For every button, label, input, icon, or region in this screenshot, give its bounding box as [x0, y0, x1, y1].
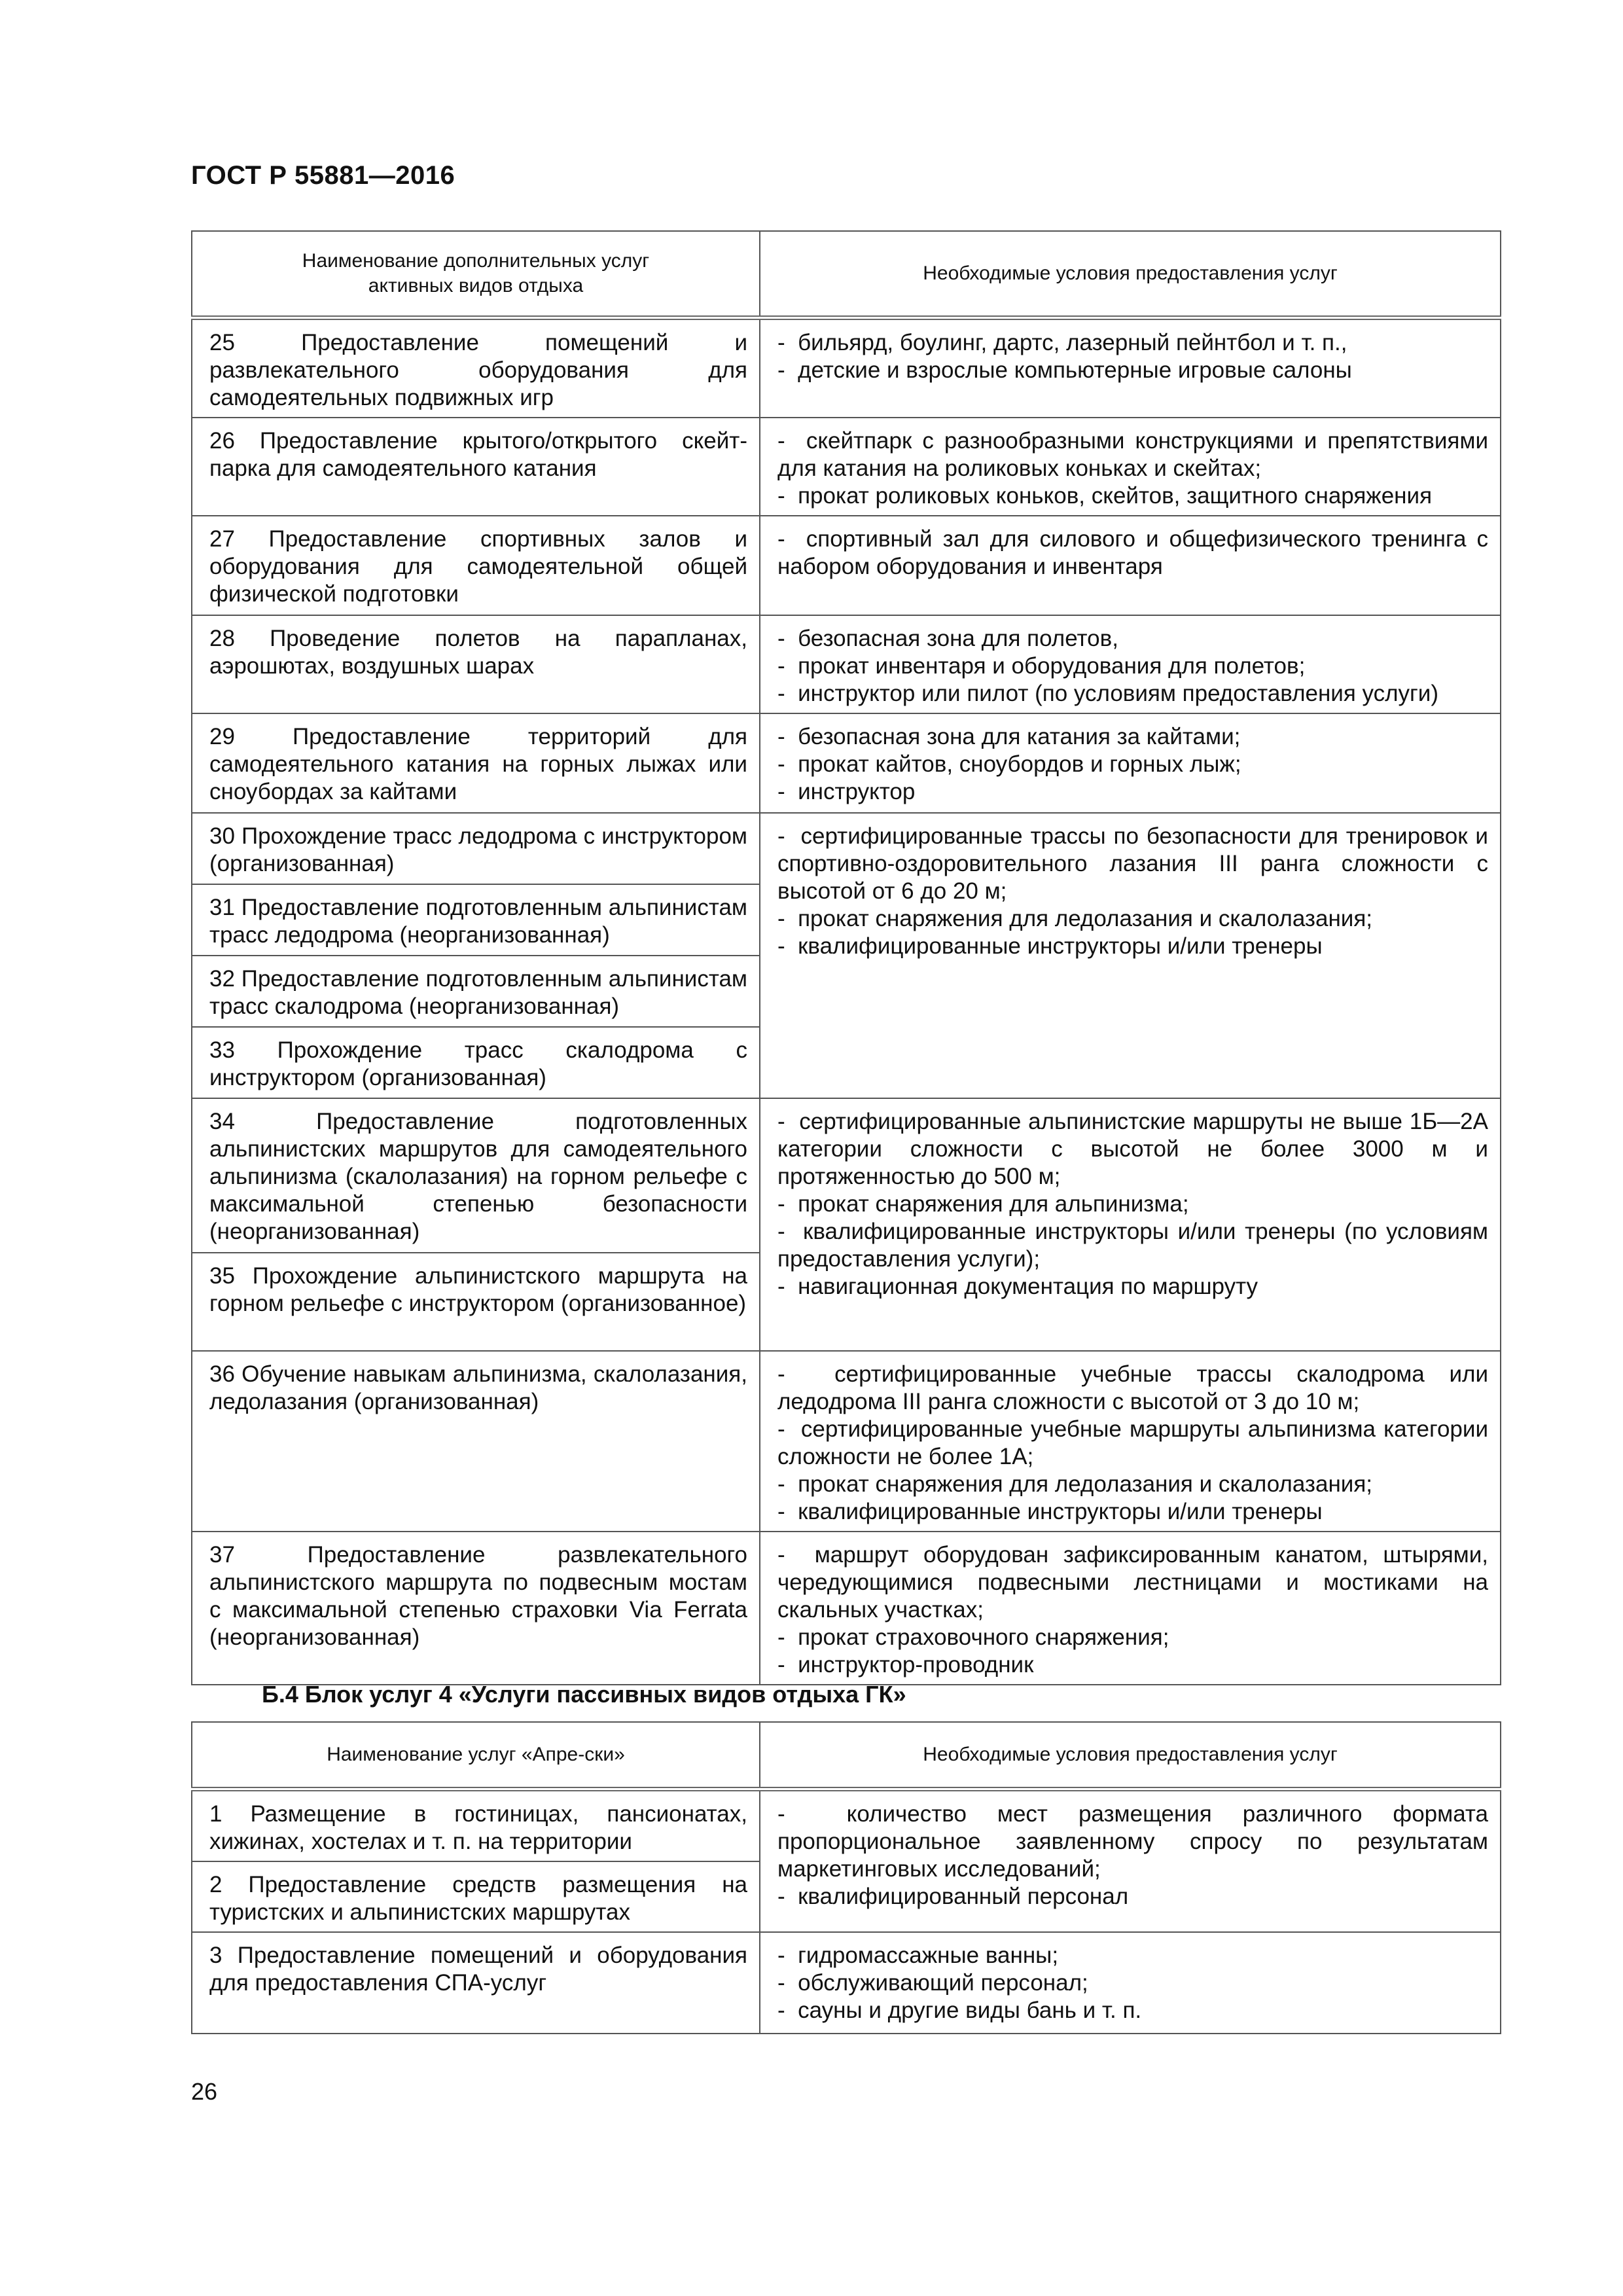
service-name: 28 Проведение полетов на парапланах, аэрошютах, воздушных шарах: [209, 625, 747, 679]
condition-item: - спортивный зал для силового и общефизического тренинга с набором оборудования и инвентаря: [777, 526, 1488, 581]
table-header-services: Наименование услуг «Апре-ски»: [192, 1722, 760, 1789]
condition-item: - прокат роликовых коньков, скейтов, защитного снаряжения: [777, 482, 1488, 510]
condition-item: - гидромассажные ванны;: [777, 1942, 1488, 1969]
condition-item: - квалифицированный персонал: [777, 1883, 1488, 1910]
condition-item: - скейтпарк с разнообразными конструкциями и препятствиями для катания на роликовых коньках и скейтах;: [777, 427, 1488, 482]
table-row: [192, 317, 1501, 418]
table-row: [192, 813, 1501, 884]
service-name: 1 Размещение в гостиницах, пансионатах, хижинах, хостелах и т. п. на территории: [209, 1801, 747, 1854]
condition-item: - сертифицированные учебные маршруты альпинизма категории сложности не более 1А;: [777, 1416, 1488, 1471]
condition-item: - квалифицированные инструкторы и/или тренеры: [777, 933, 1488, 960]
condition-item: - квалифицированные инструкторы и/или тренеры (по условиям предоставления услуги);: [777, 1218, 1488, 1273]
service-name: 27 Предоставление спортивных залов и оборудования для самодеятельной общей физической подготовки: [209, 526, 747, 607]
service-name: 36 Обучение навыкам альпинизма, скалолазания, ледолазания (организованная): [209, 1361, 747, 1414]
condition-item: - прокат кайтов, сноубордов и горных лыж;: [777, 751, 1488, 778]
additional-services-table: [191, 230, 1501, 1685]
condition-item: - инструктор: [777, 778, 1488, 806]
condition-item: - сертифицированные альпинистские маршруты не выше 1Б—2А категории сложности с высотой не более 3000 м и протяженностью до 500 м;: [777, 1108, 1488, 1191]
table-row: [192, 615, 1501, 713]
service-name: 34 Предоставление подготовленных альпинистских маршрутов для самодеятельного альпинизма (скалолазания) на горном рельефе с максимальной степенью безопасности (неорганизованная): [209, 1108, 747, 1244]
table-header-conditions: Необходимые условия предоставления услуг: [760, 1722, 1501, 1789]
condition-item: - прокат снаряжения для альпинизма;: [777, 1191, 1488, 1218]
condition-item: - прокат снаряжения для ледолазания и скалолазания;: [777, 905, 1488, 933]
service-name: 30 Прохождение трасс ледодрома с инструктором (организованная): [209, 823, 747, 876]
condition-item: - квалифицированные инструкторы и/или тренеры: [777, 1498, 1488, 1526]
service-name: 29 Предоставление территорий для самодеятельного катания на горных лыжах или сноубордах за кайтами: [209, 723, 747, 804]
condition-item: - инструктор-проводник: [777, 1651, 1488, 1679]
condition-item: - маршрут оборудован зафиксированным канатом, штырями, чередующимися подвесными лестницами и мостиками на скальных участках;: [777, 1541, 1488, 1624]
condition-item: - бильярд, боулинг, дартс, лазерный пейнтбол и т. п.,: [777, 329, 1488, 357]
condition-item: - детские и взрослые компьютерные игровые салоны: [777, 357, 1488, 384]
service-name: 3 Предоставление помещений и оборудования для предоставления СПА-услуг: [209, 1942, 747, 1996]
service-name: 25 Предоставление помещений и развлекательного оборудования для самодеятельных подвижных игр: [209, 329, 747, 410]
table-row: [192, 516, 1501, 615]
condition-item: - количество мест размещения различного формата пропорциональное заявленному спросу по результатам маркетинговых исследований;: [777, 1801, 1488, 1883]
condition-item: - обслуживающий персонал;: [777, 1969, 1488, 1997]
table-row: [192, 1532, 1501, 1685]
table-row: [192, 1789, 1501, 1861]
condition-item: - навигационная документация по маршруту: [777, 1273, 1488, 1300]
condition-item: - безопасная зона для полетов,: [777, 625, 1488, 653]
condition-item: - прокат страховочного снаряжения;: [777, 1624, 1488, 1651]
service-name: 31 Предоставление подготовленным альпинистам трасс ледодрома (неорганизованная): [209, 894, 747, 948]
condition-item: - инструктор или пилот (по условиям предоставления услуги): [777, 680, 1488, 708]
section-title: Б.4 Блок услуг 4 «Услуги пассивных видов отдыха ГК»: [262, 1681, 906, 1708]
page-number: 26: [191, 2078, 218, 2105]
table-row: [192, 713, 1501, 813]
table-header-services: Наименование дополнительных услуг активных видов отдыха: [192, 231, 760, 317]
condition-item: - сертифицированные учебные трассы скалодрома или ледодрома III ранга сложности с высотой от 3 до 10 м;: [777, 1361, 1488, 1416]
document-code: ГОСТ Р 55881—2016: [191, 161, 455, 190]
apres-ski-services-table: [191, 1721, 1501, 2034]
service-name: 37 Предоставление развлекательного альпинистского маршрута по подвесным мостам с максимальной степенью страховки Via Ferrata (неорганизованная): [209, 1541, 747, 1650]
table-header-conditions: Необходимые условия предоставления услуг: [760, 231, 1501, 317]
condition-item: - безопасная зона для катания за кайтами;: [777, 723, 1488, 751]
service-name: 35 Прохождение альпинистского маршрута на горном рельефе с инструктором (организованное): [209, 1263, 747, 1316]
service-name: 32 Предоставление подготовленным альпинистам трасс скалодрома (неорганизованная): [209, 965, 747, 1019]
service-name: 2 Предоставление средств размещения на туристских и альпинистских маршрутах: [209, 1871, 747, 1925]
condition-item: - сауны и другие виды бань и т. п.: [777, 1997, 1488, 2024]
table-row: [192, 1098, 1501, 1253]
table-row: [192, 418, 1501, 516]
condition-item: - прокат снаряжения для ледолазания и скалолазания;: [777, 1471, 1488, 1498]
condition-item: - прокат инвентаря и оборудования для полетов;: [777, 653, 1488, 680]
service-name: 26 Предоставление крытого/открытого скейт-парка для самодеятельного катания: [209, 427, 747, 481]
table-row: [192, 1932, 1501, 2034]
service-name: 33 Прохождение трасс скалодрома с инструктором (организованная): [209, 1037, 747, 1090]
condition-item: - сертифицированные трассы по безопасности для тренировок и спортивно-оздоровительного лазания III ранга сложности с высотой от 6 до 20 м;: [777, 823, 1488, 905]
table-row: [192, 1351, 1501, 1532]
